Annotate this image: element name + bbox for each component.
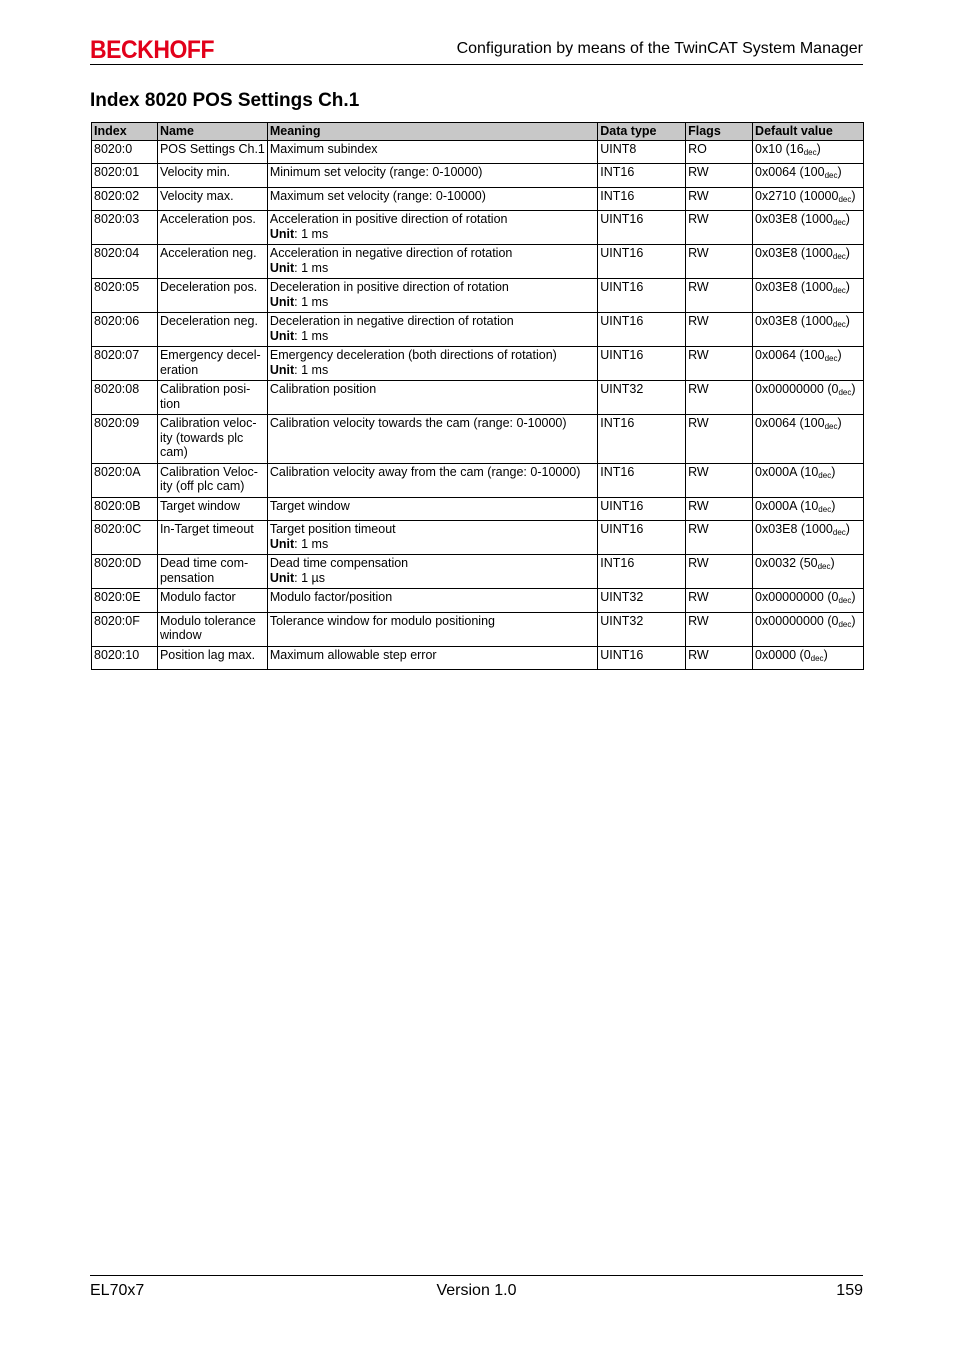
unit-label: Unit [269, 362, 295, 377]
unit-value: : 1 ms [294, 362, 329, 377]
name-cell-text: Target window [159, 498, 240, 513]
default-value-cell [753, 381, 864, 415]
meaning-cell [267, 313, 597, 347]
name-cell-text: Calibration veloc- ity (towards plc cam) [159, 416, 257, 459]
page-footer [90, 1275, 863, 1306]
name-cell-text: Calibration posi- tion [159, 382, 251, 411]
table-row [92, 347, 864, 381]
flags-cell-text: RO [688, 141, 707, 156]
table-row [92, 187, 864, 211]
data-type-cell-text: INT16 [600, 165, 635, 179]
name-cell [157, 381, 267, 415]
default-value-text: 0x0064 (100 [755, 348, 825, 362]
meaning-cell-text: Target position timeout [269, 522, 396, 536]
table-row [92, 313, 864, 347]
data-type-cell [598, 555, 686, 589]
name-cell-text: In-Target timeout [159, 522, 254, 536]
index-cell [92, 381, 158, 415]
default-value-radix: dec [832, 218, 846, 227]
unit-label: Unit [269, 570, 295, 585]
flags-cell [686, 347, 753, 381]
default-value-close: ) [851, 613, 856, 628]
data-type-cell [598, 612, 686, 646]
data-type-cell [598, 646, 686, 670]
table-row [92, 646, 864, 670]
default-value-radix: dec [838, 388, 852, 397]
meaning-cell-text: Deceleration in positive direction of rotation [269, 280, 509, 294]
default-value-radix: dec [838, 596, 852, 605]
index-cell-text: 8020:01 [94, 165, 140, 179]
unit-value: : 1 ms [294, 260, 329, 275]
data-type-cell [598, 211, 686, 245]
default-value-text: 0x00000000 (0 [755, 590, 839, 604]
index-cell [92, 347, 158, 381]
default-value-cell [753, 497, 864, 521]
index-cell [92, 463, 158, 497]
index-cell-text: 8020:03 [94, 212, 140, 226]
index-cell [92, 612, 158, 646]
meaning-cell [267, 589, 597, 613]
meaning-cell [267, 646, 597, 670]
table-row [92, 497, 864, 521]
default-value-cell [753, 521, 864, 555]
default-value-cell [753, 245, 864, 279]
meaning-cell-text: Deceleration in negative direction of rotation [269, 314, 514, 328]
default-value-close: ) [831, 498, 836, 513]
meaning-cell-text: Acceleration in negative direction of rotation [269, 246, 513, 260]
meaning-cell-text: Calibration velocity towards the cam (range: 0-10000) [269, 416, 567, 430]
meaning-cell [267, 381, 597, 415]
flags-cell [686, 589, 753, 613]
data-type-cell-text: UINT32 [600, 382, 644, 396]
data-type-cell-text: INT16 [600, 464, 635, 479]
default-value-text: 0x0000 (0 [755, 647, 811, 662]
data-type-cell [598, 381, 686, 415]
name-cell [157, 187, 267, 211]
flags-cell-text: RW [688, 498, 709, 513]
meaning-cell-text: Modulo factor/position [269, 590, 393, 604]
default-value-radix: dec [824, 354, 838, 363]
data-type-cell-text: UINT8 [600, 141, 637, 156]
default-value-close: ) [851, 590, 856, 604]
default-value-radix: dec [818, 470, 832, 480]
flags-cell-text: RW [688, 280, 709, 294]
default-value-cell [753, 164, 864, 188]
default-value-text: 0x03E8 (1000 [755, 246, 833, 260]
default-value-text: 0x10 (16 [755, 141, 804, 156]
column-header-meaning: Meaning [267, 123, 597, 141]
column-header-data-type: Data type [598, 123, 686, 141]
default-value-text: 0x0032 (50 [755, 556, 818, 570]
meaning-cell [267, 521, 597, 555]
index-cell-text: 8020:0D [94, 556, 142, 570]
data-type-cell [598, 497, 686, 521]
meaning-cell [267, 555, 597, 589]
data-type-cell-text: INT16 [600, 556, 635, 570]
unit-value: : 1 ms [294, 226, 329, 241]
data-type-cell [598, 279, 686, 313]
data-type-cell-text: INT16 [600, 416, 635, 430]
default-value-close: ) [837, 416, 842, 430]
flags-cell-text: RW [688, 314, 709, 328]
table-row [92, 211, 864, 245]
index-cell [92, 279, 158, 313]
unit-value: : 1 ms [294, 328, 329, 343]
default-value-radix: dec [832, 528, 846, 537]
flags-cell-text: RW [688, 556, 709, 570]
name-cell-text: Acceleration pos. [159, 212, 256, 226]
name-cell-text: Modulo tolerance window [159, 613, 256, 642]
meaning-cell [267, 245, 597, 279]
name-cell [157, 245, 267, 279]
data-type-cell [598, 187, 686, 211]
flags-cell-text: RW [688, 212, 709, 226]
default-value-cell [753, 555, 864, 589]
default-value-radix: dec [832, 320, 846, 329]
default-value-text: 0x03E8 (1000 [755, 212, 833, 226]
flags-cell [686, 140, 753, 164]
default-value-text: 0x0064 (100 [755, 165, 825, 179]
flags-cell [686, 279, 753, 313]
default-value-text: 0x00000000 (0 [755, 382, 839, 396]
footer-version: Version 1.0 [436, 1282, 517, 1299]
data-type-cell [598, 313, 686, 347]
default-value-text: 0x03E8 (1000 [755, 522, 833, 536]
beckhoff-logo: BECKHOFF [90, 36, 215, 64]
default-value-cell [753, 589, 864, 613]
unit-label: Unit [269, 294, 295, 309]
default-value-radix: dec [824, 422, 838, 431]
name-cell-text: Deceleration neg. [159, 314, 258, 328]
flags-cell [686, 497, 753, 521]
unit-label: Unit [269, 260, 295, 275]
default-value-text: 0x000A (10 [755, 464, 819, 479]
name-cell-text: Deceleration pos. [159, 280, 258, 294]
data-type-cell-text: UINT32 [600, 590, 644, 604]
default-value-cell [753, 140, 864, 164]
default-value-cell [753, 463, 864, 497]
name-cell [157, 646, 267, 670]
name-cell-text: Emergency decel- eration [159, 348, 261, 377]
section-title: Index 8020 POS Settings Ch.1 [90, 90, 360, 111]
index-cell [92, 140, 158, 164]
data-type-cell [598, 589, 686, 613]
index-cell-text: 8020:0E [94, 590, 141, 604]
name-cell [157, 164, 267, 188]
name-cell-text: POS Settings Ch.1 [159, 141, 265, 156]
data-type-cell-text: UINT16 [600, 314, 644, 328]
flags-cell [686, 463, 753, 497]
data-type-cell-text: UINT32 [600, 613, 644, 628]
table-row [92, 279, 864, 313]
default-value-close: ) [851, 382, 856, 396]
index-cell [92, 245, 158, 279]
index-cell-text: 8020:10 [94, 647, 140, 662]
index-cell [92, 415, 158, 464]
unit-label: Unit [269, 536, 295, 551]
index-cell-text: 8020:05 [94, 280, 140, 294]
table-row [92, 164, 864, 188]
default-value-text: 0x03E8 (1000 [755, 280, 833, 294]
default-value-close: ) [837, 348, 842, 362]
default-value-cell [753, 646, 864, 670]
default-value-close: ) [831, 464, 836, 479]
footer-product: EL70x7 [90, 1282, 145, 1299]
table-row [92, 463, 864, 497]
name-cell [157, 521, 267, 555]
default-value-radix: dec [817, 562, 831, 571]
name-cell [157, 589, 267, 613]
flags-cell-text: RW [688, 246, 709, 260]
default-value-close: ) [851, 188, 856, 203]
header-title: Configuration by means of the TwinCAT System Manager [456, 40, 863, 57]
unit-value: : 1 ms [294, 536, 329, 551]
index-cell-text: 8020:06 [94, 314, 140, 328]
name-cell [157, 555, 267, 589]
flags-cell [686, 521, 753, 555]
data-type-cell-text: UINT16 [600, 348, 644, 362]
data-type-cell [598, 415, 686, 464]
name-cell [157, 463, 267, 497]
flags-cell [686, 245, 753, 279]
index-cell [92, 164, 158, 188]
meaning-cell [267, 140, 597, 164]
name-cell-text: Velocity min. [159, 165, 231, 179]
meaning-cell [267, 415, 597, 464]
default-value-radix: dec [803, 147, 817, 157]
flags-cell [686, 612, 753, 646]
flags-cell-text: RW [688, 613, 709, 628]
data-type-cell-text: UINT16 [600, 647, 644, 662]
index-cell [92, 555, 158, 589]
column-header-default-value: Default value [753, 123, 864, 141]
index-cell-text: 8020:0C [94, 522, 142, 536]
default-value-text: 0x2710 (10000 [755, 188, 839, 203]
table-row [92, 555, 864, 589]
default-value-cell [753, 279, 864, 313]
meaning-cell [267, 612, 597, 646]
default-value-radix: dec [838, 619, 852, 629]
default-value-text: 0x03E8 (1000 [755, 314, 833, 328]
default-value-radix: dec [832, 252, 846, 261]
default-value-close: ) [845, 246, 850, 260]
index-cell-text: 8020:0B [94, 498, 141, 513]
index-cell-text: 8020:04 [94, 246, 140, 260]
flags-cell [686, 187, 753, 211]
table-row [92, 415, 864, 464]
data-type-cell-text: UINT16 [600, 280, 644, 294]
index-cell-text: 8020:08 [94, 382, 140, 396]
flags-cell [686, 381, 753, 415]
flags-cell [686, 555, 753, 589]
default-value-cell [753, 347, 864, 381]
default-value-cell [753, 313, 864, 347]
index-cell [92, 497, 158, 521]
meaning-cell-text: Acceleration in positive direction of rotation [269, 212, 508, 226]
name-cell [157, 347, 267, 381]
data-type-cell-text: UINT16 [600, 498, 644, 513]
index-cell-text: 8020:02 [94, 188, 140, 203]
flags-cell [686, 313, 753, 347]
object-dictionary-table [91, 122, 864, 670]
table-row [92, 521, 864, 555]
name-cell [157, 415, 267, 464]
meaning-cell [267, 279, 597, 313]
data-type-cell-text: INT16 [600, 188, 635, 203]
flags-cell [686, 415, 753, 464]
page-header [90, 34, 863, 65]
index-cell [92, 589, 158, 613]
meaning-cell [267, 463, 597, 497]
name-cell-text: Calibration Veloc- ity (off plc cam) [159, 464, 258, 493]
meaning-cell-text: Target window [269, 498, 350, 513]
data-type-cell [598, 140, 686, 164]
name-cell [157, 140, 267, 164]
index-cell-text: 8020:0 [94, 141, 133, 156]
data-type-cell [598, 463, 686, 497]
table-row [92, 381, 864, 415]
name-cell-text: Velocity max. [159, 188, 234, 203]
default-value-cell [753, 612, 864, 646]
default-value-close: ) [845, 314, 850, 328]
unit-value: : 1 µs [294, 570, 325, 585]
default-value-radix: dec [838, 194, 852, 204]
unit-label: Unit [269, 328, 295, 343]
name-cell [157, 211, 267, 245]
data-type-cell-text: UINT16 [600, 246, 644, 260]
data-type-cell-text: UINT16 [600, 522, 644, 536]
default-value-close: ) [816, 141, 821, 156]
meaning-cell [267, 187, 597, 211]
column-header-flags: Flags [686, 123, 753, 141]
meaning-cell-text: Maximum subindex [269, 141, 378, 156]
meaning-cell-text: Minimum set velocity (range: 0-10000) [269, 165, 483, 179]
default-value-close: ) [823, 647, 828, 662]
meaning-cell-text: Maximum set velocity (range: 0-10000) [269, 188, 486, 203]
unit-label: Unit [269, 226, 295, 241]
default-value-close: ) [845, 522, 850, 536]
index-cell [92, 313, 158, 347]
index-cell-text: 8020:0A [94, 464, 141, 479]
flags-cell-text: RW [688, 647, 709, 662]
index-cell-text: 8020:0F [94, 613, 140, 628]
meaning-cell-text: Calibration position [269, 382, 377, 396]
index-cell-text: 8020:07 [94, 348, 140, 362]
table-row [92, 140, 864, 164]
flags-cell-text: RW [688, 348, 709, 362]
name-cell-text: Acceleration neg. [159, 246, 257, 260]
index-cell [92, 521, 158, 555]
flags-cell [686, 646, 753, 670]
data-type-cell [598, 521, 686, 555]
page-number: 159 [836, 1282, 863, 1299]
index-cell [92, 646, 158, 670]
flags-cell-text: RW [688, 382, 709, 396]
meaning-cell-text: Calibration velocity away from the cam (range: 0-10000) [269, 464, 581, 479]
default-value-radix: dec [818, 504, 832, 514]
default-value-close: ) [845, 212, 850, 226]
meaning-cell-text: Tolerance window for modulo positioning [269, 613, 495, 628]
column-header-name: Name [157, 123, 267, 141]
default-value-text: 0x000A (10 [755, 498, 819, 513]
flags-cell-text: RW [688, 165, 709, 179]
column-header-index: Index [92, 123, 158, 141]
table-row [92, 612, 864, 646]
default-value-close: ) [845, 280, 850, 294]
index-cell [92, 211, 158, 245]
name-cell [157, 497, 267, 521]
meaning-cell [267, 497, 597, 521]
flags-cell-text: RW [688, 188, 709, 203]
meaning-cell [267, 347, 597, 381]
name-cell [157, 313, 267, 347]
default-value-cell [753, 211, 864, 245]
default-value-cell [753, 187, 864, 211]
flags-cell-text: RW [688, 416, 709, 430]
meaning-cell [267, 164, 597, 188]
meaning-cell-text: Emergency deceleration (both directions of rotation) [269, 348, 557, 362]
default-value-radix: dec [824, 171, 838, 180]
default-value-cell [753, 415, 864, 464]
default-value-close: ) [837, 165, 842, 179]
default-value-close: ) [830, 556, 835, 570]
index-cell [92, 187, 158, 211]
data-type-cell [598, 347, 686, 381]
data-type-cell [598, 164, 686, 188]
default-value-text: 0x0064 (100 [755, 416, 825, 430]
index-cell-text: 8020:09 [94, 416, 140, 430]
table-row [92, 245, 864, 279]
default-value-radix: dec [832, 286, 846, 295]
table-header-row [92, 123, 864, 141]
default-value-text: 0x00000000 (0 [755, 613, 839, 628]
meaning-cell [267, 211, 597, 245]
flags-cell [686, 211, 753, 245]
name-cell-text: Modulo factor [159, 590, 236, 604]
table-row [92, 589, 864, 613]
default-value-radix: dec [810, 653, 824, 663]
name-cell-text: Position lag max. [159, 647, 256, 662]
meaning-cell-text: Dead time compensation [269, 556, 409, 570]
flags-cell [686, 164, 753, 188]
name-cell [157, 279, 267, 313]
data-type-cell [598, 245, 686, 279]
flags-cell-text: RW [688, 464, 709, 479]
unit-value: : 1 ms [294, 294, 329, 309]
meaning-cell-text: Maximum allowable step error [269, 647, 437, 662]
flags-cell-text: RW [688, 590, 709, 604]
flags-cell-text: RW [688, 522, 709, 536]
data-type-cell-text: UINT16 [600, 212, 644, 226]
name-cell-text: Dead time com- pensation [159, 556, 249, 585]
name-cell [157, 612, 267, 646]
